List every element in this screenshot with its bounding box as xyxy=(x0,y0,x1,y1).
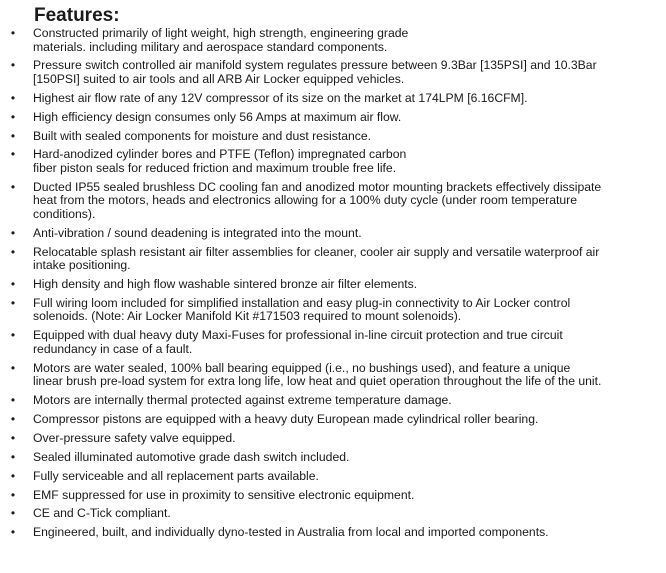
feature-text-line: High efficiency design consumes only 56 Amps at maximum air flow. xyxy=(33,109,402,124)
feature-text-line: Anti-vibration / sound deadening is integrated into the mount. xyxy=(33,225,362,240)
bullet-icon: • xyxy=(10,225,16,240)
feature-item xyxy=(8,59,660,86)
feature-item xyxy=(8,181,660,222)
feature-item xyxy=(8,130,660,144)
bullet-icon: • xyxy=(10,90,16,105)
bullet-icon: • xyxy=(10,449,16,464)
feature-text-line: heat from the motors, heads and electronics allowing for a 100% duty cycle (under room temperature xyxy=(33,193,577,208)
feature-text-line: Compressor pistons are equipped with a heavy duty European made cylindrical roller bearing. xyxy=(33,411,539,426)
feature-text-line: Full wiring loom included for simplified installation and easy plug-in connectivity to Air Locker control xyxy=(33,295,571,310)
bullet-icon: • xyxy=(10,58,16,73)
bullet-icon: • xyxy=(10,179,16,194)
bullet-icon: • xyxy=(10,26,16,40)
feature-item xyxy=(8,297,660,324)
bullet-icon: • xyxy=(10,128,16,143)
feature-text-line: intake positioning. xyxy=(33,258,131,273)
feature-item xyxy=(8,451,660,465)
feature-item xyxy=(8,507,660,521)
feature-item xyxy=(8,526,660,540)
bullet-icon: • xyxy=(10,525,16,540)
bullet-icon: • xyxy=(10,360,16,375)
feature-text-line: Pressure switch controlled air manifold system regulates pressure between 9.3Bar [135PSI] and 10.3Bar xyxy=(33,58,597,73)
feature-item xyxy=(8,362,660,389)
feature-item xyxy=(8,246,660,273)
feature-text-line: Engineered, built, and individually dyno-tested in Australia from local and imported components. xyxy=(33,525,549,540)
feature-text-line: conditions). xyxy=(33,206,96,221)
feature-text-line: Equipped with dual heavy duty Maxi-Fuses for professional in-line circuit protection and true circuit xyxy=(33,328,563,343)
feature-item xyxy=(8,278,660,292)
feature-list xyxy=(8,27,660,540)
feature-text-line: [150PSI] suited to air tools and all ARB Air Locker equipped vehicles. xyxy=(33,71,405,86)
feature-text-line: EMF suppressed for use in proximity to sensitive electronic equipment. xyxy=(33,487,415,502)
bullet-icon: • xyxy=(10,393,16,408)
feature-item xyxy=(8,329,660,356)
feature-text-line: materials. including military and aerospace standard components. xyxy=(33,39,388,54)
feature-text-line: Hard-anodized cylinder bores and PTFE (Teflon) impregnated carbon xyxy=(33,147,407,162)
feature-text-line: Fully serviceable and all replacement parts available. xyxy=(33,468,319,483)
bullet-icon: • xyxy=(10,430,16,445)
feature-item xyxy=(8,413,660,427)
feature-text-line: fiber piston seals for reduced friction and maximum trouble free life. xyxy=(33,160,397,175)
feature-item xyxy=(8,148,660,175)
bullet-icon: • xyxy=(10,411,16,426)
bullet-icon: • xyxy=(10,468,16,483)
feature-text-line: Relocatable splash resistant air filter assemblies for cleaner, cooler air supply and versatile waterproof air xyxy=(33,244,600,259)
feature-text-line: Motors are internally thermal protected against extreme temperature damage. xyxy=(33,393,452,408)
feature-text-line: Built with sealed components for moisture and dust resistance. xyxy=(33,128,372,143)
feature-text-line: CE and C-Tick compliant. xyxy=(33,506,171,521)
feature-item xyxy=(8,432,660,446)
feature-item xyxy=(8,489,660,503)
feature-text-line: Motors are water sealed, 100% ball bearing equipped (i.e., no bushings used), and feature a unique xyxy=(33,360,571,375)
bullet-icon: • xyxy=(10,147,16,162)
feature-text-line: solenoids. (Note: Air Locker Manifold Kit #171503 required to mount solenoids). xyxy=(33,309,462,324)
bullet-icon: • xyxy=(10,328,16,343)
feature-text-line: redundancy in case of a fault. xyxy=(33,341,193,356)
feature-text-line: Over-pressure safety valve equipped. xyxy=(33,430,236,445)
feature-text-line: Constructed primarily of light weight, high strength, engineering grade xyxy=(33,26,409,40)
feature-text-line: Highest air flow rate of any 12V compressor of its size on the market at 174LPM [6.16CFM]. xyxy=(33,90,528,105)
feature-text-line: linear brush pre-load system for extra long life, low heat and quiet operation throughout the life of the unit. xyxy=(33,374,602,389)
features-heading: Features: xyxy=(34,5,120,26)
feature-item xyxy=(8,394,660,408)
feature-item xyxy=(8,470,660,484)
bullet-icon: • xyxy=(10,109,16,124)
bullet-icon: • xyxy=(10,244,16,259)
feature-item xyxy=(8,27,660,54)
feature-item xyxy=(8,92,660,106)
bullet-icon: • xyxy=(10,277,16,292)
feature-text-line: Sealed illuminated automotive grade dash switch included. xyxy=(33,449,350,464)
feature-text-line: Ducted IP55 sealed brushless DC cooling fan and anodized motor mounting brackets effectively dissipate xyxy=(33,179,602,194)
bullet-icon: • xyxy=(10,487,16,502)
feature-text-line: High density and high flow washable sintered bronze air filter elements. xyxy=(33,277,418,292)
bullet-icon: • xyxy=(10,506,16,521)
bullet-icon: • xyxy=(10,295,16,310)
feature-item xyxy=(8,227,660,241)
feature-item xyxy=(8,111,660,125)
